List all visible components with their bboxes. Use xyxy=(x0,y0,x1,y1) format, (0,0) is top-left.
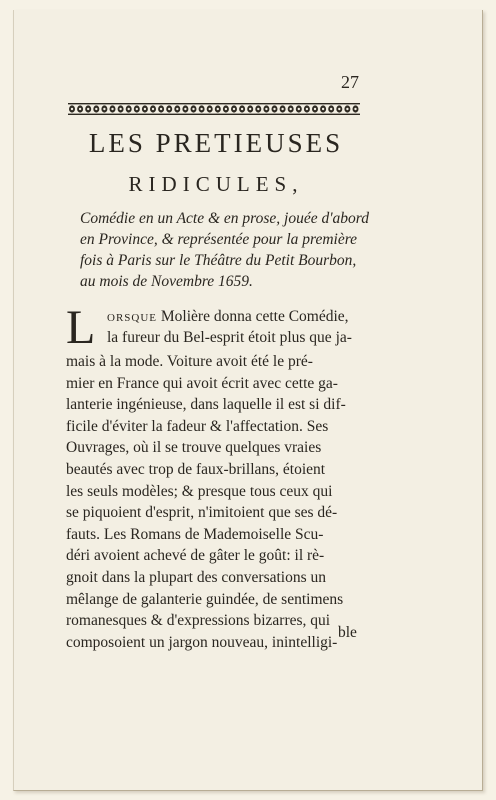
ornament-dot xyxy=(354,108,356,110)
ornament-dot xyxy=(281,108,283,110)
subtitle-line: en Province, & représentée pour la première xyxy=(80,231,358,248)
body-line: romanesques & d'expressions bizarres, qui xyxy=(66,612,331,630)
body-line: mais à la mode. Voiture avoit été le pré- xyxy=(66,353,313,370)
ornament-dot xyxy=(241,108,243,110)
ornament-dot xyxy=(168,108,170,110)
body-line: ficile d'éviter la fadeur & l'affectation. Ses xyxy=(66,417,329,435)
ornament-dot xyxy=(290,108,292,110)
ornament-dot xyxy=(111,108,113,110)
ornament-dot xyxy=(249,108,251,110)
ornament-dot xyxy=(128,108,130,110)
body-line: mier en France qui avoit écrit avec cette ga- xyxy=(66,374,338,392)
ornament-dot xyxy=(233,108,235,110)
ornament-dot xyxy=(209,108,211,110)
body-first-line xyxy=(107,308,349,326)
drop-cap: L xyxy=(66,301,96,354)
ornament-dot xyxy=(119,108,121,110)
body-line: se piquoient d'esprit, n'imitoient que ses dé- xyxy=(66,504,338,522)
subtitle-line: au mois de Novembre 1659. xyxy=(80,273,253,290)
body-line: gnoit dans la plupart des conversations un xyxy=(66,568,327,586)
ornament-dot xyxy=(200,108,202,110)
body-text xyxy=(66,351,358,653)
body-line: les seuls modèles; & presque tous ceux qui xyxy=(66,482,333,500)
play-title-line2: RIDICULES, xyxy=(128,172,304,196)
body-line: Ouvrages, où il se trouve quelques vraies xyxy=(66,439,322,457)
body-second-line: la fureur du Bel-esprit étoit plus que ja- xyxy=(107,329,352,346)
subtitle-line: fois à Paris sur le Théâtre du Petit Bourbon, xyxy=(80,252,357,269)
ornament-dot xyxy=(192,108,194,110)
ornament-dot xyxy=(71,108,73,110)
ornament-dot xyxy=(136,108,138,110)
ornament-dot xyxy=(322,108,324,110)
ornament-dot xyxy=(152,108,154,110)
ornament-dot xyxy=(257,108,259,110)
ornament-dot xyxy=(346,108,348,110)
first-line-text: Molière donna cette Comédie, xyxy=(157,308,349,325)
catchword: ble xyxy=(338,624,357,641)
play-subtitle xyxy=(80,208,369,292)
page-number: 27 xyxy=(341,72,359,92)
subtitle-line: Comédie en un Acte & en prose, jouée d'abord xyxy=(80,210,369,227)
ornament-dot xyxy=(338,108,340,110)
ornament-dot xyxy=(306,108,308,110)
body-line: lanterie ingénieuse, dans laquelle il est si dif- xyxy=(66,396,346,414)
ornament-dot xyxy=(103,108,105,110)
ornament-band xyxy=(68,101,360,117)
ornament-dot xyxy=(95,108,97,110)
body-line: composoient un jargon nouveau, inintelligi- xyxy=(66,633,338,651)
ornament-dot xyxy=(314,108,316,110)
ornament-dot xyxy=(273,108,275,110)
play-title: LES PRETIEUSES xyxy=(88,128,344,158)
ornament-dot xyxy=(330,108,332,110)
body-line: beautés avec trop de faux-brillans, étoient xyxy=(66,460,326,478)
body-line: fauts. Les Romans de Mademoiselle Scu- xyxy=(66,525,324,543)
ornament-dot xyxy=(79,108,81,110)
ornament-dot xyxy=(217,108,219,110)
ornament-dot xyxy=(176,108,178,110)
ornament-dot xyxy=(160,108,162,110)
ornament-dot xyxy=(298,108,300,110)
ornament-dot xyxy=(87,108,89,110)
body-line: déri avoient achevé de gâter le goût: il rè- xyxy=(66,547,325,565)
ornament-dot xyxy=(184,108,186,110)
ornament-dot xyxy=(265,108,267,110)
ornament-dot xyxy=(144,108,146,110)
ornament-dot xyxy=(225,108,227,110)
small-caps-word: orsque xyxy=(107,308,158,325)
body-line: mêlange de galanterie guindée, de sentimens xyxy=(66,590,344,608)
